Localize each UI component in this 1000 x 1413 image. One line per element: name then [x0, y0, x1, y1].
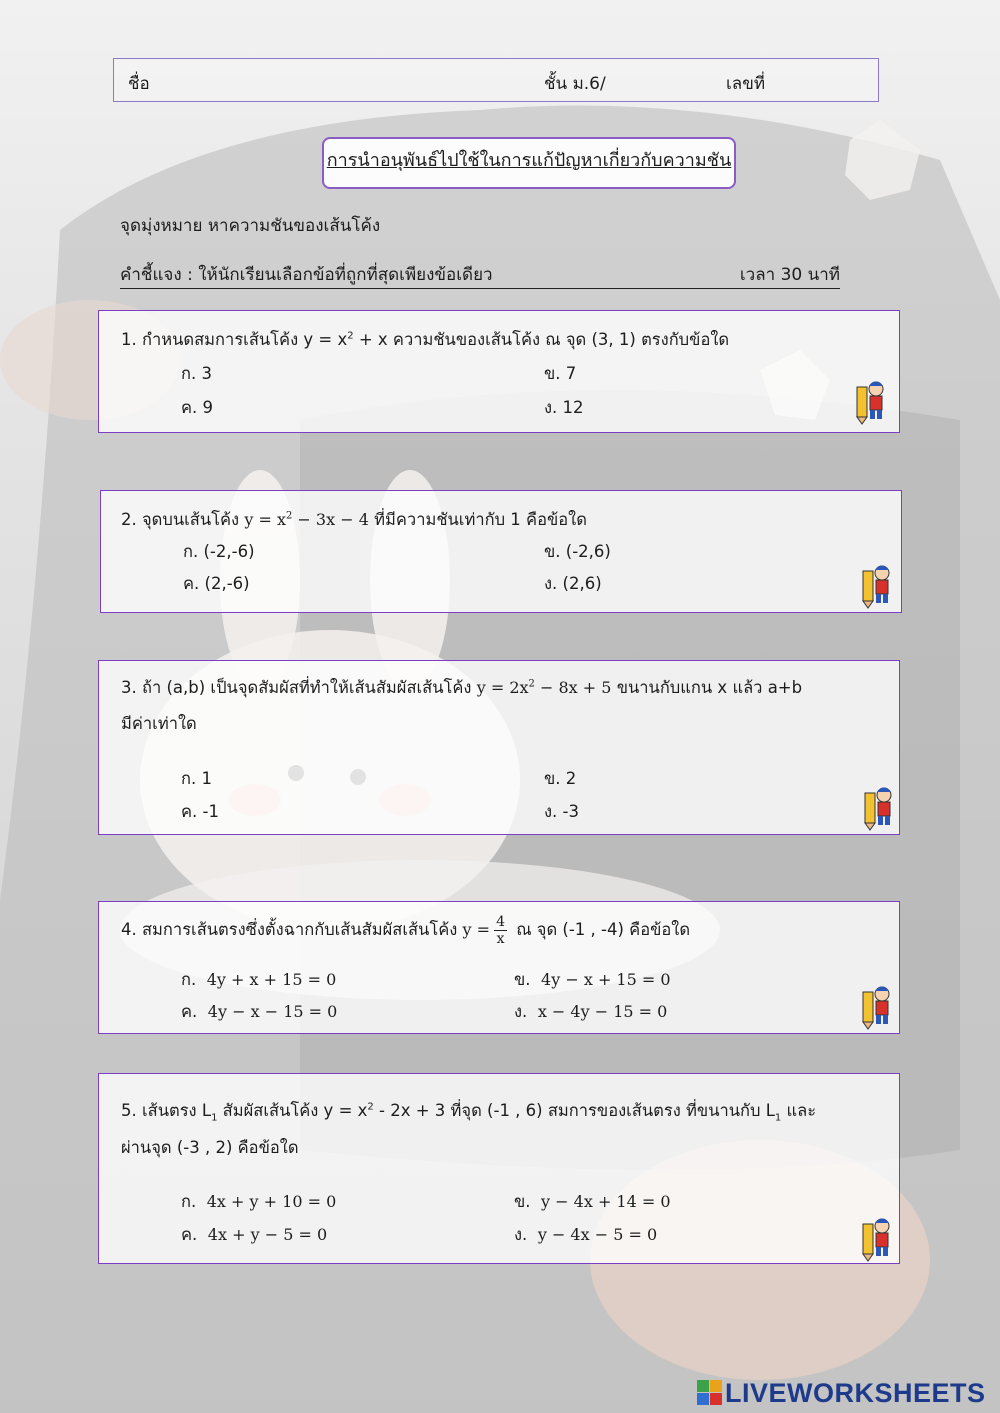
- fraction: $\frac{4}{x}$: [496, 914, 505, 947]
- instruction: คำชี้แจง : ให้นักเรียนเลือกข้อที่ถูกที่สุดเพียงข้อเดียว: [120, 265, 493, 285]
- pencil-kid-icon: [857, 982, 891, 1030]
- question-1-text: 1. กำหนดสมการเส้นโค้ง $y = x^2 + x$ ความชันของเส้นโค้ง ณ จุด (3, 1) ตรงกับข้อใด: [121, 330, 730, 349]
- question-5: [98, 1073, 900, 1264]
- q4-option-d[interactable]: ง. x − 4y − 15 = 0: [514, 1002, 668, 1021]
- page-title: การนำอนุพันธ์ไปใช้ในการแก้ปัญหาเกี่ยวกับความชัน: [322, 137, 736, 189]
- instruction-row: [120, 261, 840, 289]
- question-4: [98, 901, 900, 1034]
- question-4-text: 4. สมการเส้นตรงซึ่งตั้งฉากกับเส้นสัมผัสเส้นโค้ง y = $\frac{4}{x}$ ณ จุด (-1 , -4) คือข้อใด: [121, 914, 691, 947]
- time-limit: เวลา 30 นาที: [739, 265, 840, 285]
- q1-option-d[interactable]: ง. 12: [544, 398, 584, 417]
- q5-option-b[interactable]: ข. y − 4x + 14 = 0: [514, 1192, 671, 1211]
- question-5-text-line2: ผ่านจุด (-3 , 2) คือข้อใด: [121, 1138, 299, 1157]
- q3-option-a[interactable]: ก. 1: [181, 769, 212, 788]
- q5-option-a[interactable]: ก. 4x + y + 10 = 0: [181, 1192, 337, 1211]
- pencil-kid-icon: [857, 561, 891, 609]
- q4-option-b[interactable]: ข. 4y − x + 15 = 0: [514, 970, 671, 989]
- liveworksheets-logo-icon: [697, 1380, 723, 1406]
- pencil-kid-icon: [859, 783, 893, 831]
- name-box: [113, 58, 879, 102]
- q2-option-b[interactable]: ข. (-2,6): [544, 542, 611, 561]
- q3-option-c[interactable]: ค. -1: [181, 802, 219, 821]
- question-3-text: 3. ถ้า (a,b) เป็นจุดสัมผัสที่ทำให้เส้นสัมผัสเส้นโค้ง $y = 2x^2 - 8x + 5$ ขนานกับแกน x แล้ว a+b: [121, 678, 803, 697]
- q1-option-c[interactable]: ค. 9: [181, 398, 214, 417]
- question-2-text: 2. จุดบนเส้นโค้ง $y = x^2 - 3x - 4$ ที่มีความชันเท่ากับ 1 คือข้อใด: [121, 510, 587, 529]
- objective: จุดมุ่งหมาย หาความชันของเส้นโค้ง: [120, 216, 381, 236]
- q5-option-d[interactable]: ง. y − 4x − 5 = 0: [514, 1225, 658, 1244]
- q1-option-b[interactable]: ข. 7: [544, 364, 577, 383]
- q2-option-a[interactable]: ก. (-2,-6): [183, 542, 255, 561]
- q3-option-b[interactable]: ข. 2: [544, 769, 577, 788]
- pencil-kid-icon: [851, 377, 885, 425]
- q4-option-a[interactable]: ก. 4y + x + 15 = 0: [181, 970, 337, 989]
- question-3: [98, 660, 900, 835]
- name-label: ชื่อ: [128, 74, 150, 94]
- q3-option-d[interactable]: ง. -3: [544, 802, 579, 821]
- brand-name: LIVEWORKSHEETS: [725, 1378, 986, 1408]
- q2-option-c[interactable]: ค. (2,-6): [183, 574, 250, 593]
- class-label: ชั้น ม.6/: [544, 74, 606, 94]
- question-1: [98, 310, 900, 433]
- q5-option-c[interactable]: ค. 4x + y − 5 = 0: [181, 1225, 328, 1244]
- question-3-text-line2: มีค่าเท่าใด: [121, 714, 197, 733]
- pencil-kid-icon: [857, 1214, 891, 1262]
- question-5-text: 5. เส้นตรง $L_1$ สัมผัสเส้นโค้ง $y = x^2 - 2x + 3$ ที่จุด (-1 , 6) สมการของเส้นตรง ที่ขนานกับ $L_1$ และ: [121, 1101, 817, 1124]
- liveworksheets-logo: [697, 1376, 997, 1410]
- question-2: [100, 490, 902, 613]
- number-label: เลขที่: [726, 74, 766, 94]
- q4-option-c[interactable]: ค. 4y − x − 15 = 0: [181, 1002, 338, 1021]
- q2-option-d[interactable]: ง. (2,6): [544, 574, 602, 593]
- q1-option-a[interactable]: ก. 3: [181, 364, 212, 383]
